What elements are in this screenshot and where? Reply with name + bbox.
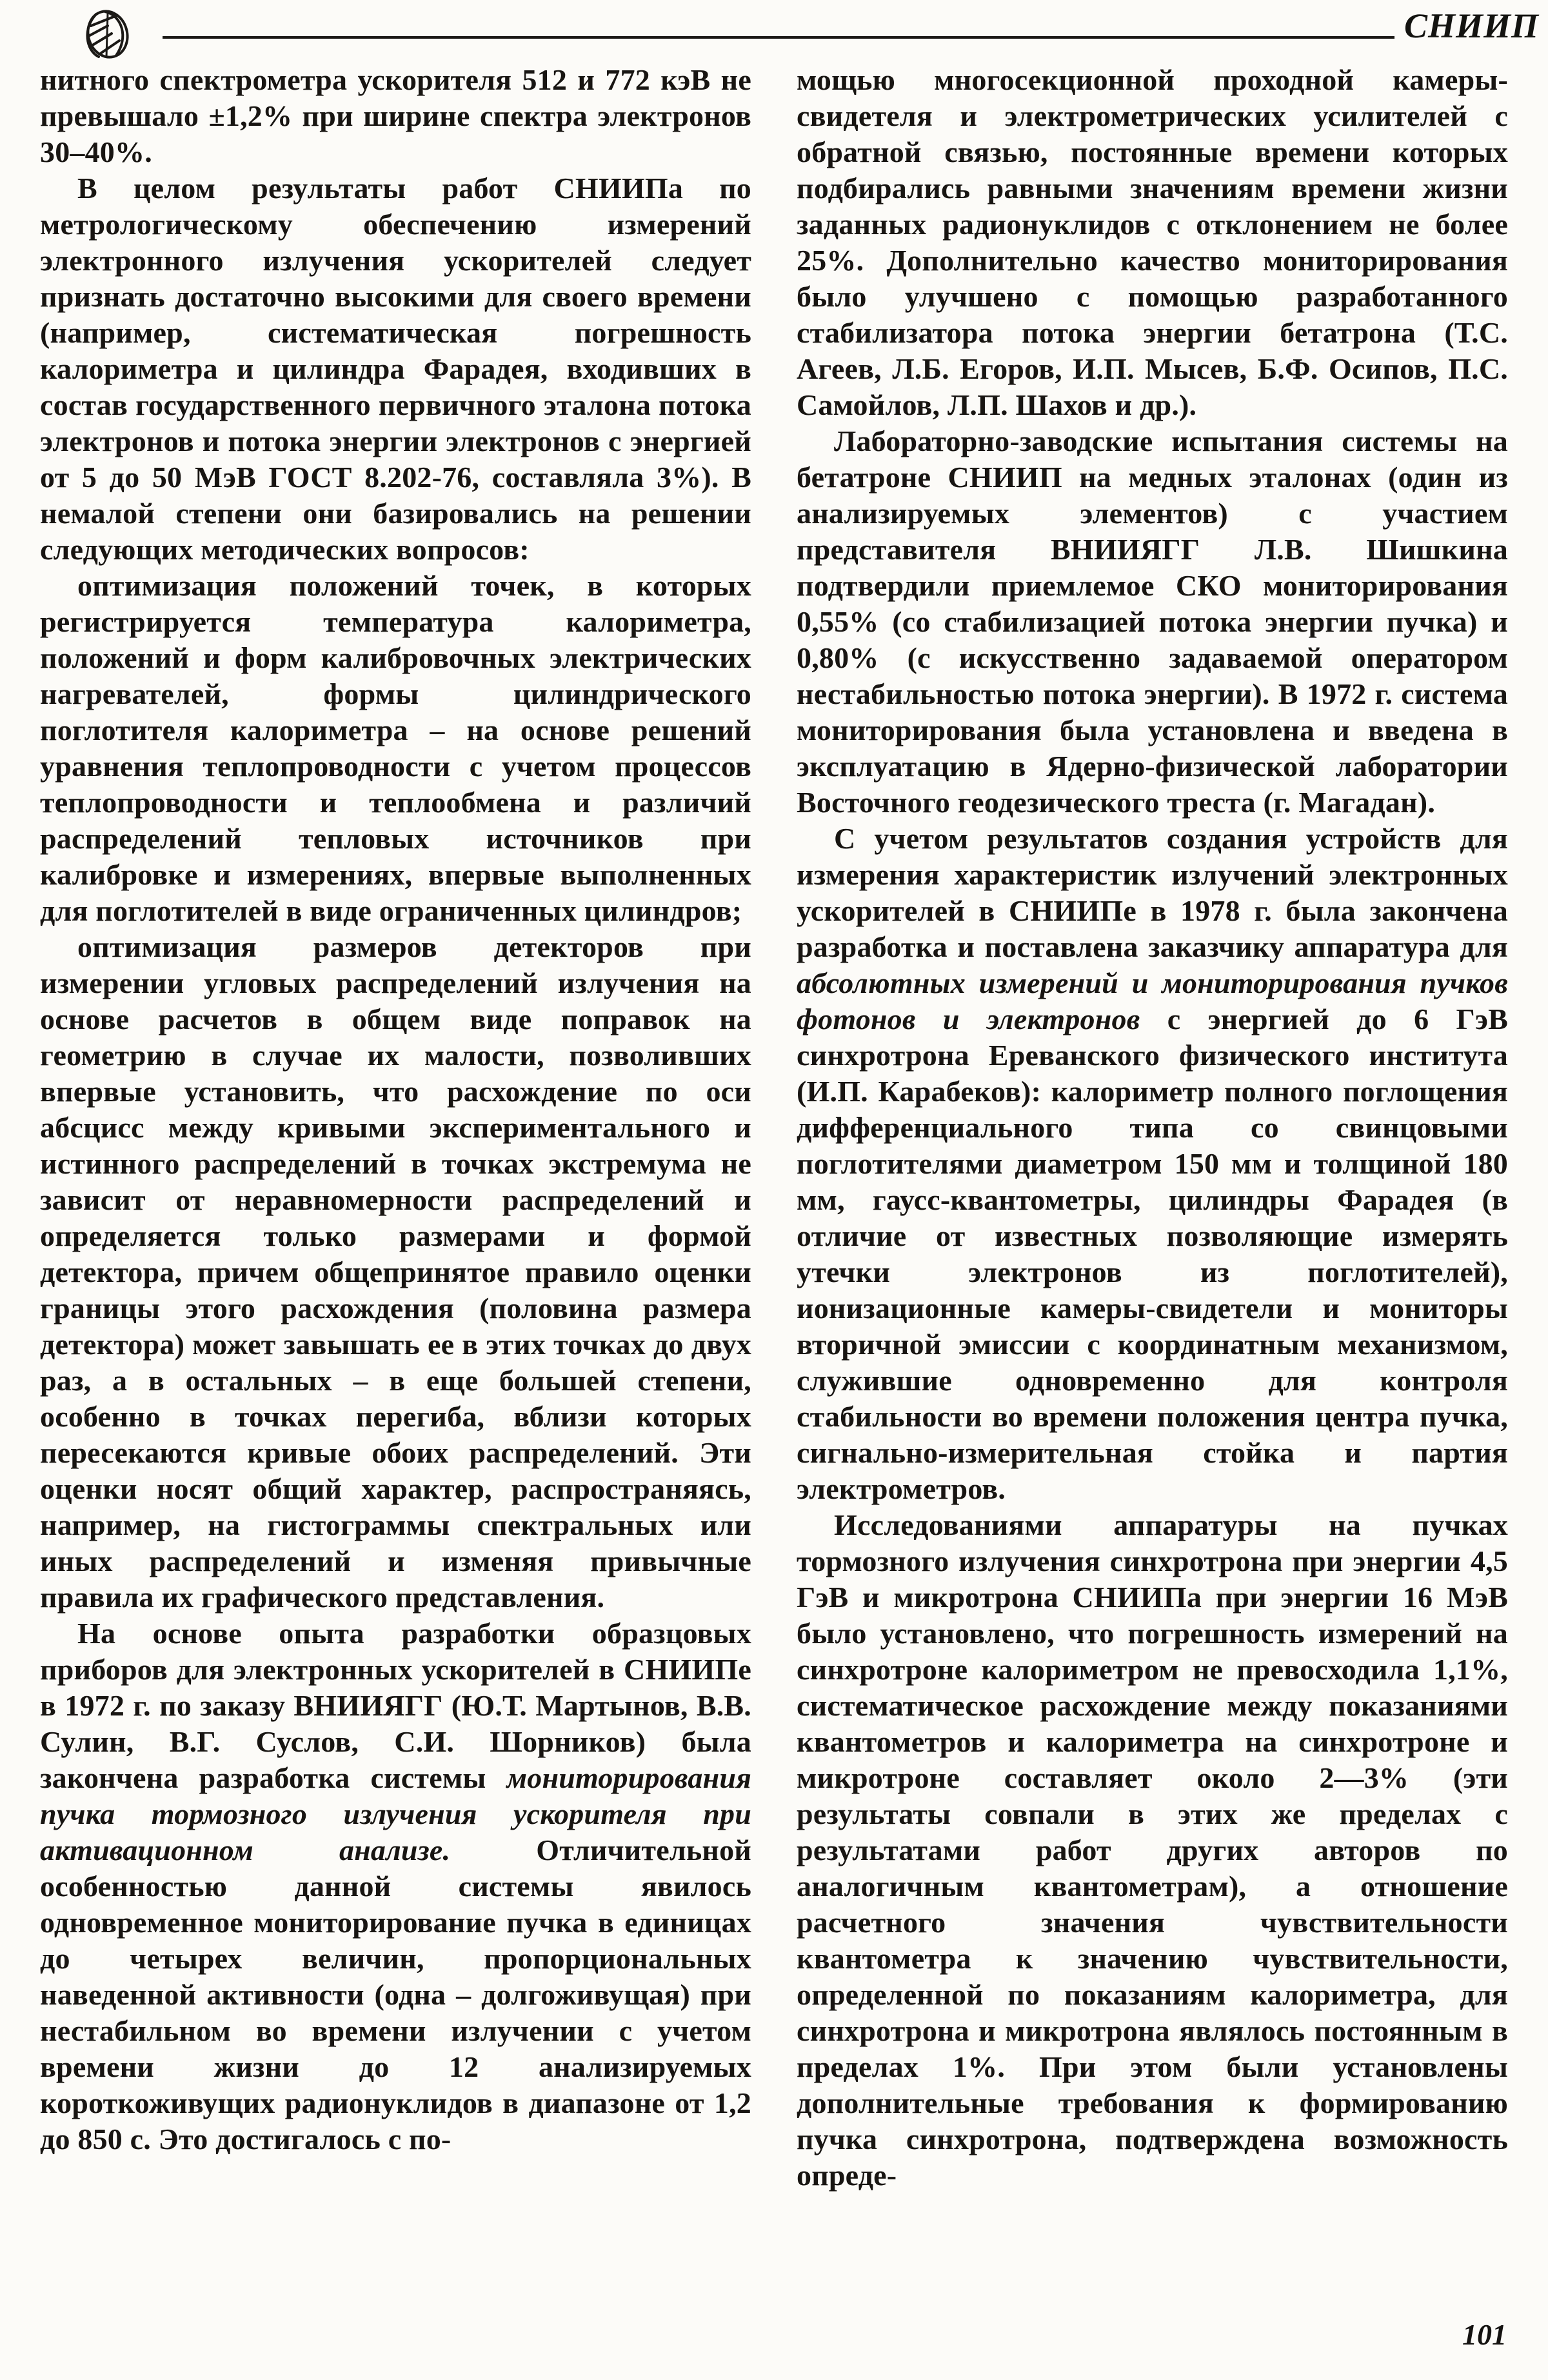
body-text: нитного спектрометра ускорителя 512 и 772 кэВ не превышало ±1,2% при ширине спектра электронов 30–40%.	[40, 63, 751, 168]
body-text: Исследованиями аппаратуры на пучках тормозного излучения синхротрона при энергии 4,5 ГэВ и микротрона СНИИПа при энергии 16 МэВ было установлено, что погрешность измерений на синхротроне калориметром не превосходила 1,1%, систематическое расхождение между показаниями квантометров и калориметра на синхротроне и микротроне составляет около 2—3% (эти результаты совпали в этих же пределах с результатами работ других авторов по аналогичным квантометрам), а отношение расчетного значения чувствительности квантометра к значению чувствительности, определенной по показаниям калориметра, для синхротрона и микротрона являлось постоянным в пределах 1%. При этом были установлены дополнительные требования к формированию пучка синхротрона, подтверждена возможность опреде-	[797, 1508, 1508, 2192]
emphasis-text: абсолютных измерений и мониторирования пучков фотонов и электронов	[797, 966, 1508, 1035]
page-number: 101	[1462, 2318, 1507, 2351]
paragraph	[797, 821, 1508, 1507]
emphasis-text: мониторирования пучка тормозного излучения ускорителя при активационном анализе.	[40, 1761, 751, 1866]
left-column	[40, 62, 751, 2307]
body-text: Отличительной особенностью данной системы явилось одновременное мониторирование пучка в единицах до четырех величин, пропорциональных наведенной активности (одна – долгоживущая) при нестабильном во времени излучении с учетом времени жизни до 12 анализируемых короткоживущих радионуклидов в диапазоне от 1,2 до 850 с. Это достигалось с по-	[40, 1834, 751, 2155]
body-text: В целом результаты работ СНИИПа по метрологическому обеспечению измерений электронного излучения ускорителей следует признать достаточно высокими для своего времени (например, систематическая погрешность калориметра и цилиндра Фарадея, входивших в состав государственного первичного эталона потока электронов и потока энергии электронов с энергией от 5 до 50 МэВ ГОСТ 8.202-76, составляла 3%). В немалой степени они базировались на решении следующих методических вопросов:	[40, 172, 751, 566]
body-text: с энергией до 6 ГэВ синхротрона Ереванского физического института (И.П. Карабеков): калориметр полного поглощения дифференциального типа со свинцовыми поглотителями диаметром 150 мм и толщиной 180 мм, гаусс-квантометры, цилиндры Фарадея (в отличие от известных позволяющие измерять утечки электронов из поглотителей), ионизационные камеры-свидетели и мониторы вторичной эмиссии с координатным механизмом, служившие одновременно для контроля стабильности во времени положения центра пучка, сигнально-измерительная стойка и партия электрометров.	[797, 1003, 1508, 1505]
paragraph	[797, 62, 1508, 423]
paragraph	[797, 1507, 1508, 2194]
journal-title: СНИИП	[1404, 6, 1539, 45]
right-column	[797, 62, 1508, 2307]
paragraph	[40, 568, 751, 929]
body-text: Лабораторно-заводские испытания системы на бетатроне СНИИП на медных эталонах (один из анализируемых элементов) с участием представителя ВНИИЯГГ Л.В. Шишкина подтвердили приемлемое СКО мониторирования 0,55% (со стабилизацией потока энергии пучка) и 0,80% (с искусственно задаваемой оператором нестабильностью потока энергии). В 1972 г. система мониторирования была установлена и введена в эксплуатацию в Ядерно-физической лаборатории Восточного геодезического треста (г. Магадан).	[797, 425, 1508, 819]
paragraph	[797, 423, 1508, 821]
paragraph	[40, 170, 751, 568]
body-text: мощью многосекционной проходной камеры-свидетеля и электрометрических усилителей с обратной связью, постоянные времени которых подбирались равными значениям времени жизни заданных радионуклидов с отклонением не более 25%. Дополнительно качество мониторирования было улучшено с помощью разработанного стабилизатора потока энергии бетатрона (Т.С. Агеев, Л.Б. Егоров, И.П. Мысев, Б.Ф. Осипов, П.С. Самойлов, Л.П. Шахов и др.).	[797, 63, 1508, 421]
header-divider	[163, 36, 1394, 39]
paragraph	[40, 929, 751, 1615]
body-text: С учетом результатов создания устройств для измерения характеристик излучений электронных ускорителей в СНИИПе в 1978 г. была закончена разработка и поставлена заказчику аппаратура для	[797, 822, 1508, 963]
body-text: На основе опыта разработки образцовых приборов для электронных ускорителей в СНИИПе в 1972 г. по заказу ВНИИЯГГ (Ю.Т. Мартынов, В.В. Сулин, В.Г. Суслов, С.И. Шорников) была закончена разработка системы	[40, 1617, 751, 1794]
body-text: оптимизация размеров детекторов при измерении угловых распределений излучения на основе расчетов в общем виде поправок на геометрию в случае их малости, позволивших впервые установить, что расхождение по оси абсцисс между кривыми экспериментального и истинного распределений в точках экстремума не зависит от неравномерности распределений и определяется только размерами и формой детектора, причем общепринятое правило оценки границы этого расхождения (половина размера детектора) может завышать ее в этих точках до двух раз, а в остальных – в еще большей степени, особенно в точках перегиба, вблизи которых пересекаются кривые обоих распределений. Эти оценки носят общий характер, распространяясь, например, на гистограммы спектральных или иных распределений и изменяя привычные правила их графического представления.	[40, 930, 751, 1614]
paragraph	[40, 1615, 751, 2157]
paragraph	[40, 62, 751, 170]
publisher-logo-icon	[68, 6, 148, 62]
article-body	[40, 62, 1508, 2307]
body-text: оптимизация положений точек, в которых регистрируется температура калориметра, положений и форм калибровочных электрических нагревателей, формы цилиндрического поглотителя калориметра – на основе решений уравнения теплопроводности с учетом процессов теплопроводности и теплообмена и различий распределений тепловых источников при калибровке и измерениях, впервые выполненных для поглотителей в виде ограниченных цилиндров;	[40, 569, 751, 927]
